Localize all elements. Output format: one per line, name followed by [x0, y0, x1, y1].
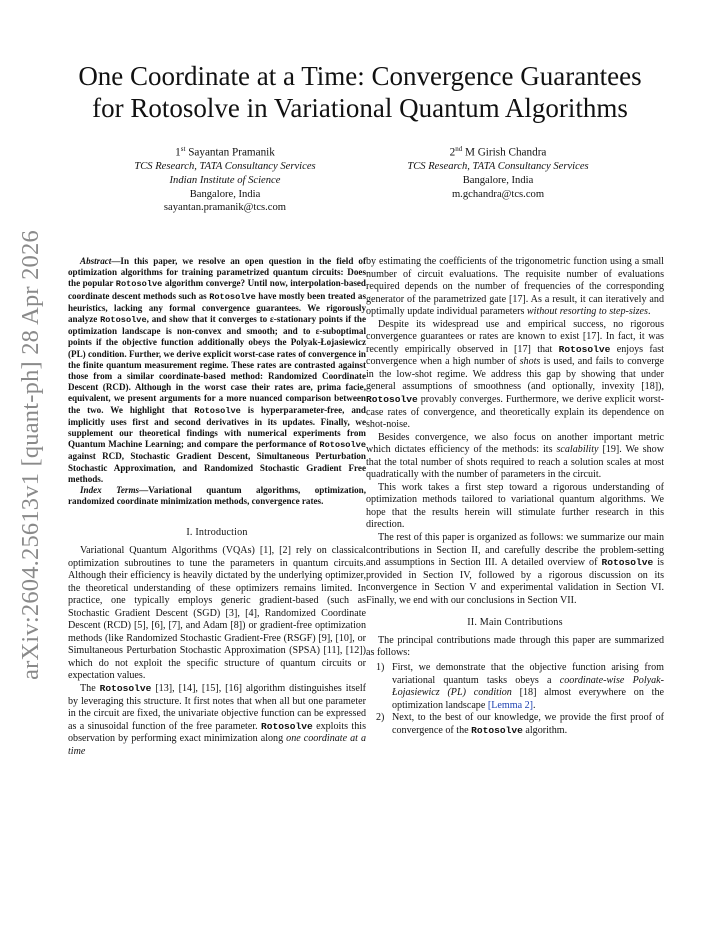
- intro-paragraph-3: Despite its widespread use and empirical success, no rigorous convergence guarantees or rates are known to exist [17]. In fact, it was recently empirically observed in [17] that Rotosolve enjoys fast convergence when a high number of shots is used, and fails to converge in the low-shot regime. We address this gap by showing that under general assumptions of smoothness (and optionally, invexity [18]), Rotosolve provably converges. Furthermore, we derive explicit worst-case rates of convergence, and theoretically explain its dependence on shot-noise.: [366, 318, 665, 431]
- contribution-item: 2) Next, to the best of our knowledge, we provide the first proof of convergence of the Rotosolve algorithm.: [376, 712, 664, 736]
- intro-paragraph-4: Besides convergence, we also focus on another important metric which dictates efficiency of the methods: its scalability [19]. We show that the total number of shots required to reach a solution scales at most quadratically with the number of parameters in the circuit.: [366, 431, 664, 481]
- intro-paragraph-6: The rest of this paper is organized as follows: we summarize our main contributions in Section II, and carefully describe the problem-setting and assumptions in Section III. A detailed overview of Rotosolve is provided in Section IV, followed by a rigorous discussion on its convergence in Section V and experimental validation in Section VI. Finally, we end with our conclusions in Section VII.: [366, 532, 664, 606]
- right-column: [366, 256, 664, 737]
- author-1-location: Bangalore, India: [189, 188, 261, 200]
- author-1-name: 1st Sayantan Pramanik: [175, 145, 275, 159]
- lemma-link[interactable]: [Lemma 2]: [487, 699, 533, 711]
- contribution-item: 1) First, we demonstrate that the objective function arising from variational quantum tasks obeys a coordinate-wise Polyak-Łojasiewicz (PL) condition [18] almost everywhere on the optimization landscape [Lemma 2].: [376, 661, 664, 711]
- intro-paragraph-2: The Rotosolve [13], [14], [15], [16] algorithm distinguishes itself by leveraging this structure. It first notes that when all but one parameter in the circuit are fixed, the univariate objective function can be expressed as a sinusoidal function of the free parameter. Rotosolve exploits this observation by performing exact minimization along one coordinate at a time: [68, 683, 366, 757]
- contributions-list: [366, 662, 664, 737]
- intro-paragraph-1: Variational Quantum Algorithms (VQAs) [1], [2] rely on classical optimization subroutines to tune the parameters in quantum circuits. Although their efficiency is heavily dictated by the underlying optimizer, the theoretical understanding of these optimizers remains limited. In practice, one typically employs generic gradient-based (such as Stochastic Gradient Descent (SGD) [3], [4], Randomized Coordinate Descent (RCD) [5], [6], [7], and Adam [8]) or gradient-free optimization methods (like Randomized Stochastic Gradient-Free (RSGF) [9], [10], or Simultaneous Perturbation Stochastic Approximation (SPSA) [11], [12]) which do not exploit the specific structure of quantum circuits or expectation values.: [68, 545, 366, 682]
- arxiv-identifier: [8, 230, 54, 680]
- author-2-name: 2nd M Girish Chandra: [449, 145, 547, 159]
- author-1-affiliation-2: Indian Institute of Science: [169, 174, 281, 186]
- author-2: [385, 143, 611, 201]
- section-1-heading: I. Introduction: [186, 527, 248, 539]
- intro-paragraph-5: This work takes a first step toward a rigorous understanding of optimization methods tailored to variational quantum algorithms. We hope that the results herein will stimulate further research in this direction.: [366, 481, 664, 531]
- paper-title: [50, 60, 670, 124]
- author-1-affiliation: TCS Research, TATA Consultancy Services: [134, 161, 316, 173]
- left-column: [68, 256, 366, 758]
- intro-paragraph-2-cont: by estimating the coefficients of the trigonometric function using a small number of circuit evaluations. The requisite number of evaluations required depends on the number of frequencies of the corresponding generator of the parametrized gate [17]. As a result, it can iteratively and optimally update individual parameters without resorting to step-sizes.: [366, 256, 664, 318]
- index-terms: Index Terms—Variational quantum algorithms, optimization, randomized coordinate minimization methods, convergence rates.: [68, 485, 366, 507]
- title-line-1: One Coordinate at a Time: Convergence Guarantees: [78, 61, 642, 91]
- author-2-affiliation: TCS Research, TATA Consultancy Services: [407, 161, 589, 173]
- arxiv-identifier-text: arXiv:2604.25613v1 [quant-ph] 28 Apr 2026: [17, 230, 45, 680]
- abstract: Abstract—In this paper, we resolve an open question in the field of optimization algorithms for training parametrized quantum circuits: Does the popular Rotosolve algorithm converge? Until now, interpolation-based coordinate descent methods such as Rotosolve have mostly been treated as heuristics, lacking any formal convergence guarantees. We rigorously analyze Rotosolve, and show that it converges to ε-stationary points if the optimization landscape is non-convex and smooth; and to ε-suboptimal points if the objective function additionally obeys the Polyak-Łojasiewicz (PL) condition. Further, we derive explicit worst-case rates of convergence in the finite quantum measurement regime. These rates are contrasted against those from a similar coordinate-based method: Randomized Coordinate Descent (RCD). Although in the worst case their rates are, prima facie, equivalent, we present arguments for a more nuanced comparison between the two. We highlight that Rotosolve is hyperparameter-free, and implicitly uses first and second derivatives in its updates. Finally, we supplement our theoretical findings with numerical experiments from Quantum Machine Learning; and compare the performance of Rotosolve against RCD, Stochastic Gradient Descent, Simultaneous Perturbation Stochastic Approximation, and Randomized Stochastic Gradient Free methods. Index Terms—Variational quantum algorithms, optimization, randomized coordinate minimization methods, convergence rates.: [68, 256, 366, 507]
- title-line-2: for Rotosolve in Variational Quantum Algorithms: [92, 93, 628, 123]
- author-1: [112, 143, 338, 215]
- section-2-heading: II. Main Contributions: [467, 617, 563, 629]
- author-2-email: m.gchandra@tcs.com: [451, 188, 545, 200]
- contributions-intro: The principal contributions made through this paper are summarized as follows:: [366, 634, 664, 659]
- author-2-location: Bangalore, India: [462, 174, 534, 186]
- author-1-email: sayantan.pramanik@tcs.com: [163, 202, 287, 214]
- abstract-label: Abstract: [80, 256, 112, 266]
